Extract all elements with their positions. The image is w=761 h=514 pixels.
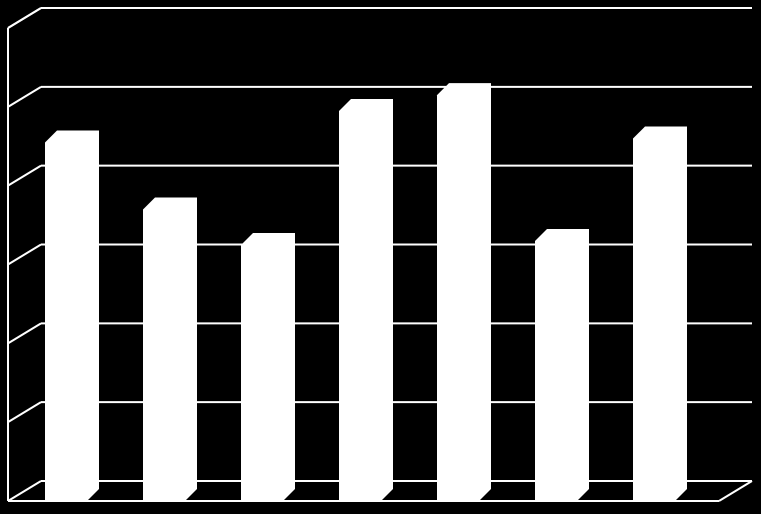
bar-4 [339,99,393,501]
bar-7 [633,127,687,501]
bar-2 [143,197,197,501]
bar-3 [241,233,295,501]
bar-5 [437,83,491,501]
bar-6 [535,229,589,501]
bar-1 [45,130,99,501]
